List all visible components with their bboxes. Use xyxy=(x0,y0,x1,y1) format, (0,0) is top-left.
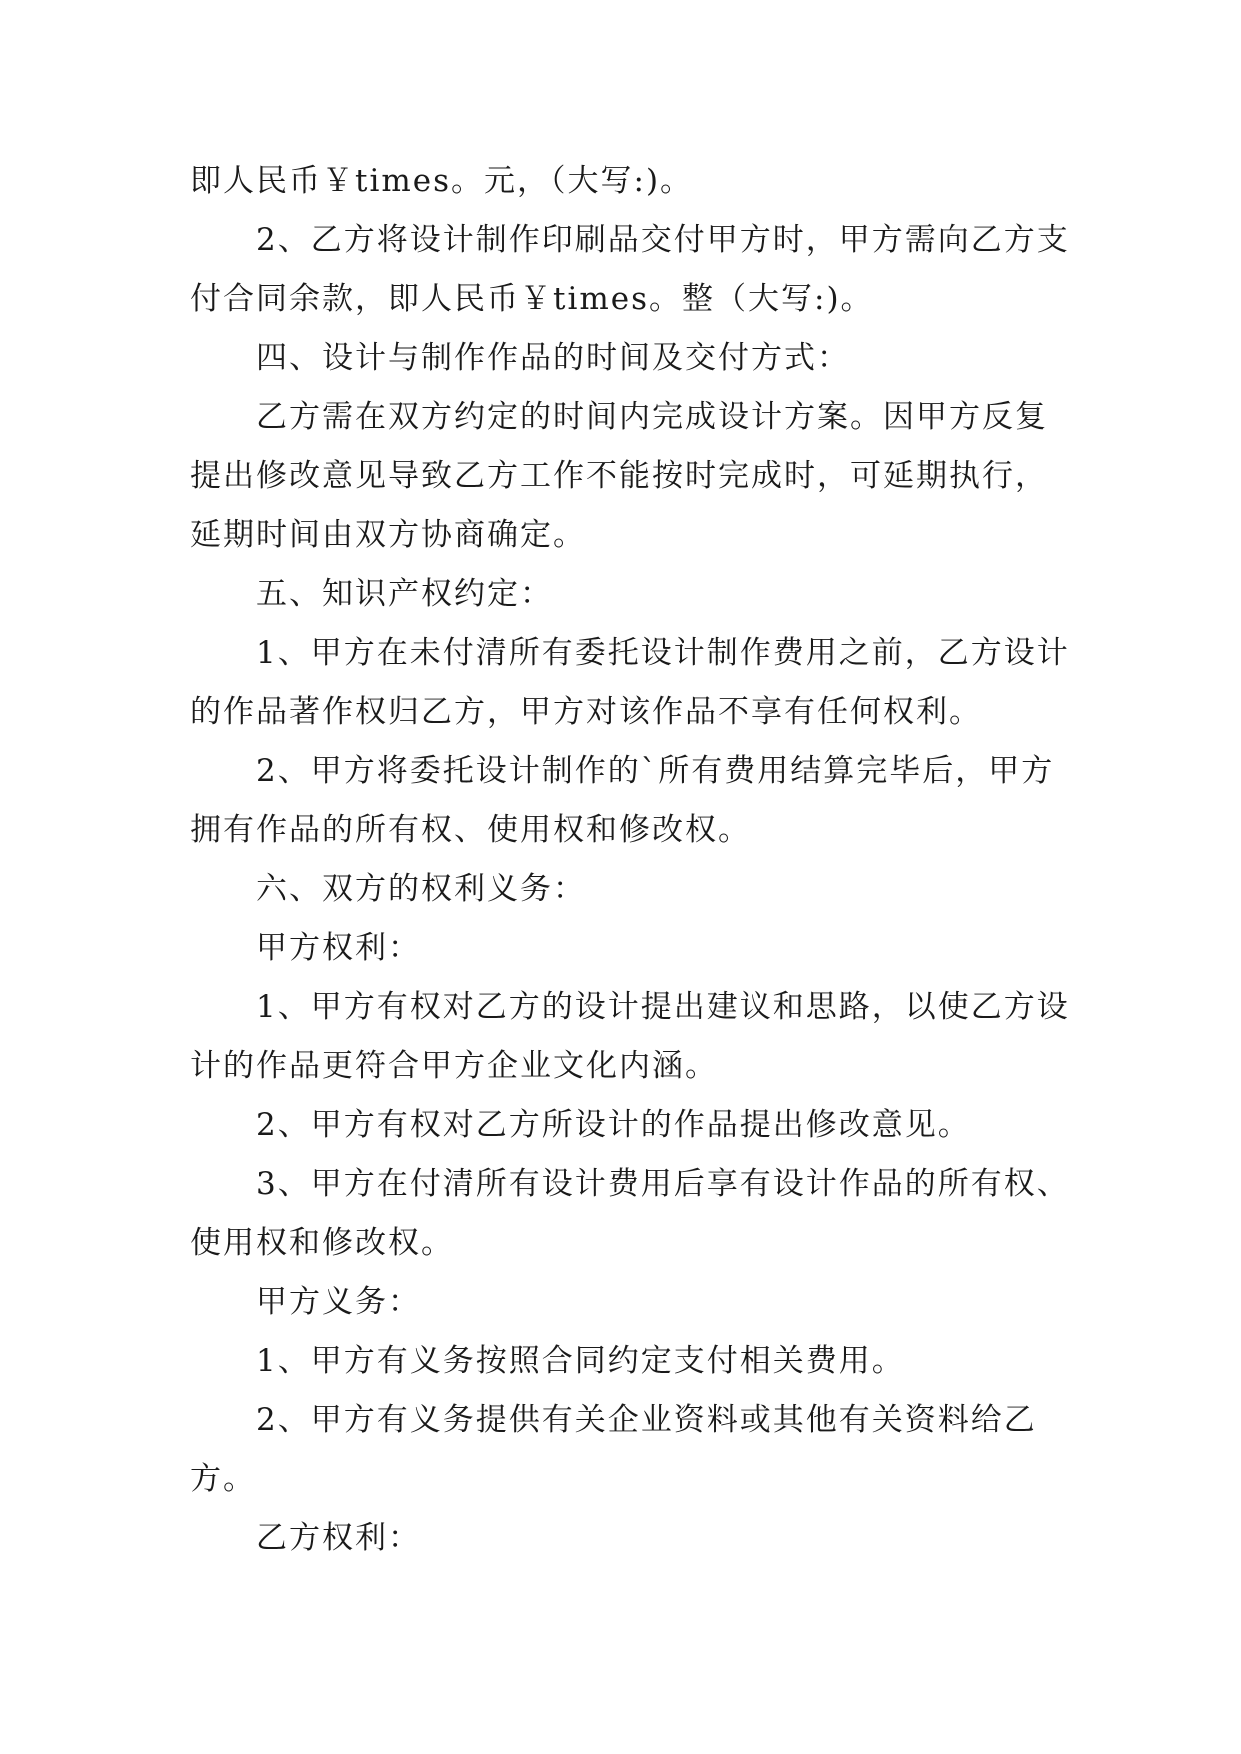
paragraph-clause-2-payment: 2、乙方将设计制作印刷品交付甲方时，甲方需向乙方支付合同余款，即人民币￥times。整（大写:)。 xyxy=(190,222,1070,317)
paragraph-a-obligations-2: 2、甲方有义务提供有关企业资料或其他有关资料给乙方。 xyxy=(190,1402,1037,1497)
paragraph-delivery-terms: 乙方需在双方约定的时间内完成设计方案。因甲方反复提出修改意见导致乙方工作不能按时完成时，可延期执行，延期时间由双方协商确定。 xyxy=(190,399,1048,553)
paragraph-a-rights-3: 3、甲方在付清所有设计费用后享有设计作品的所有权、使用权和修改权。 xyxy=(190,1166,1070,1261)
paragraph-ip-clause-1: 1、甲方在未付清所有委托设计制作费用之前，乙方设计的作品著作权归乙方，甲方对该作品不享有任何权利。 xyxy=(190,635,1070,730)
paragraph-a-rights-2: 2、甲方有权对乙方所设计的作品提出修改意见。 xyxy=(256,1107,971,1143)
paragraph-a-obligations-1: 1、甲方有义务按照合同约定支付相关费用。 xyxy=(256,1343,905,1379)
section-heading-5: 五、知识产权约定： xyxy=(256,576,553,612)
section-heading-4: 四、设计与制作作品的时间及交付方式： xyxy=(256,340,850,376)
section-heading-6: 六、双方的权利义务： xyxy=(256,871,586,907)
paragraph-ip-clause-2: 2、甲方将委托设计制作的`所有费用结算完毕后，甲方拥有作品的所有权、使用权和修改权。 xyxy=(190,753,1055,848)
subheading-party-a-obligations: 甲方义务： xyxy=(256,1284,421,1320)
document-page xyxy=(190,152,1070,1568)
subheading-party-a-rights: 甲方权利： xyxy=(256,930,421,966)
paragraph-a-rights-1: 1、甲方有权对乙方的设计提出建议和思路，以使乙方设计的作品更符合甲方企业文化内涵。 xyxy=(190,989,1070,1084)
subheading-party-b-rights: 乙方权利： xyxy=(256,1520,421,1556)
paragraph-continuation: 即人民币￥times。元，（大写:)。 xyxy=(190,163,694,199)
